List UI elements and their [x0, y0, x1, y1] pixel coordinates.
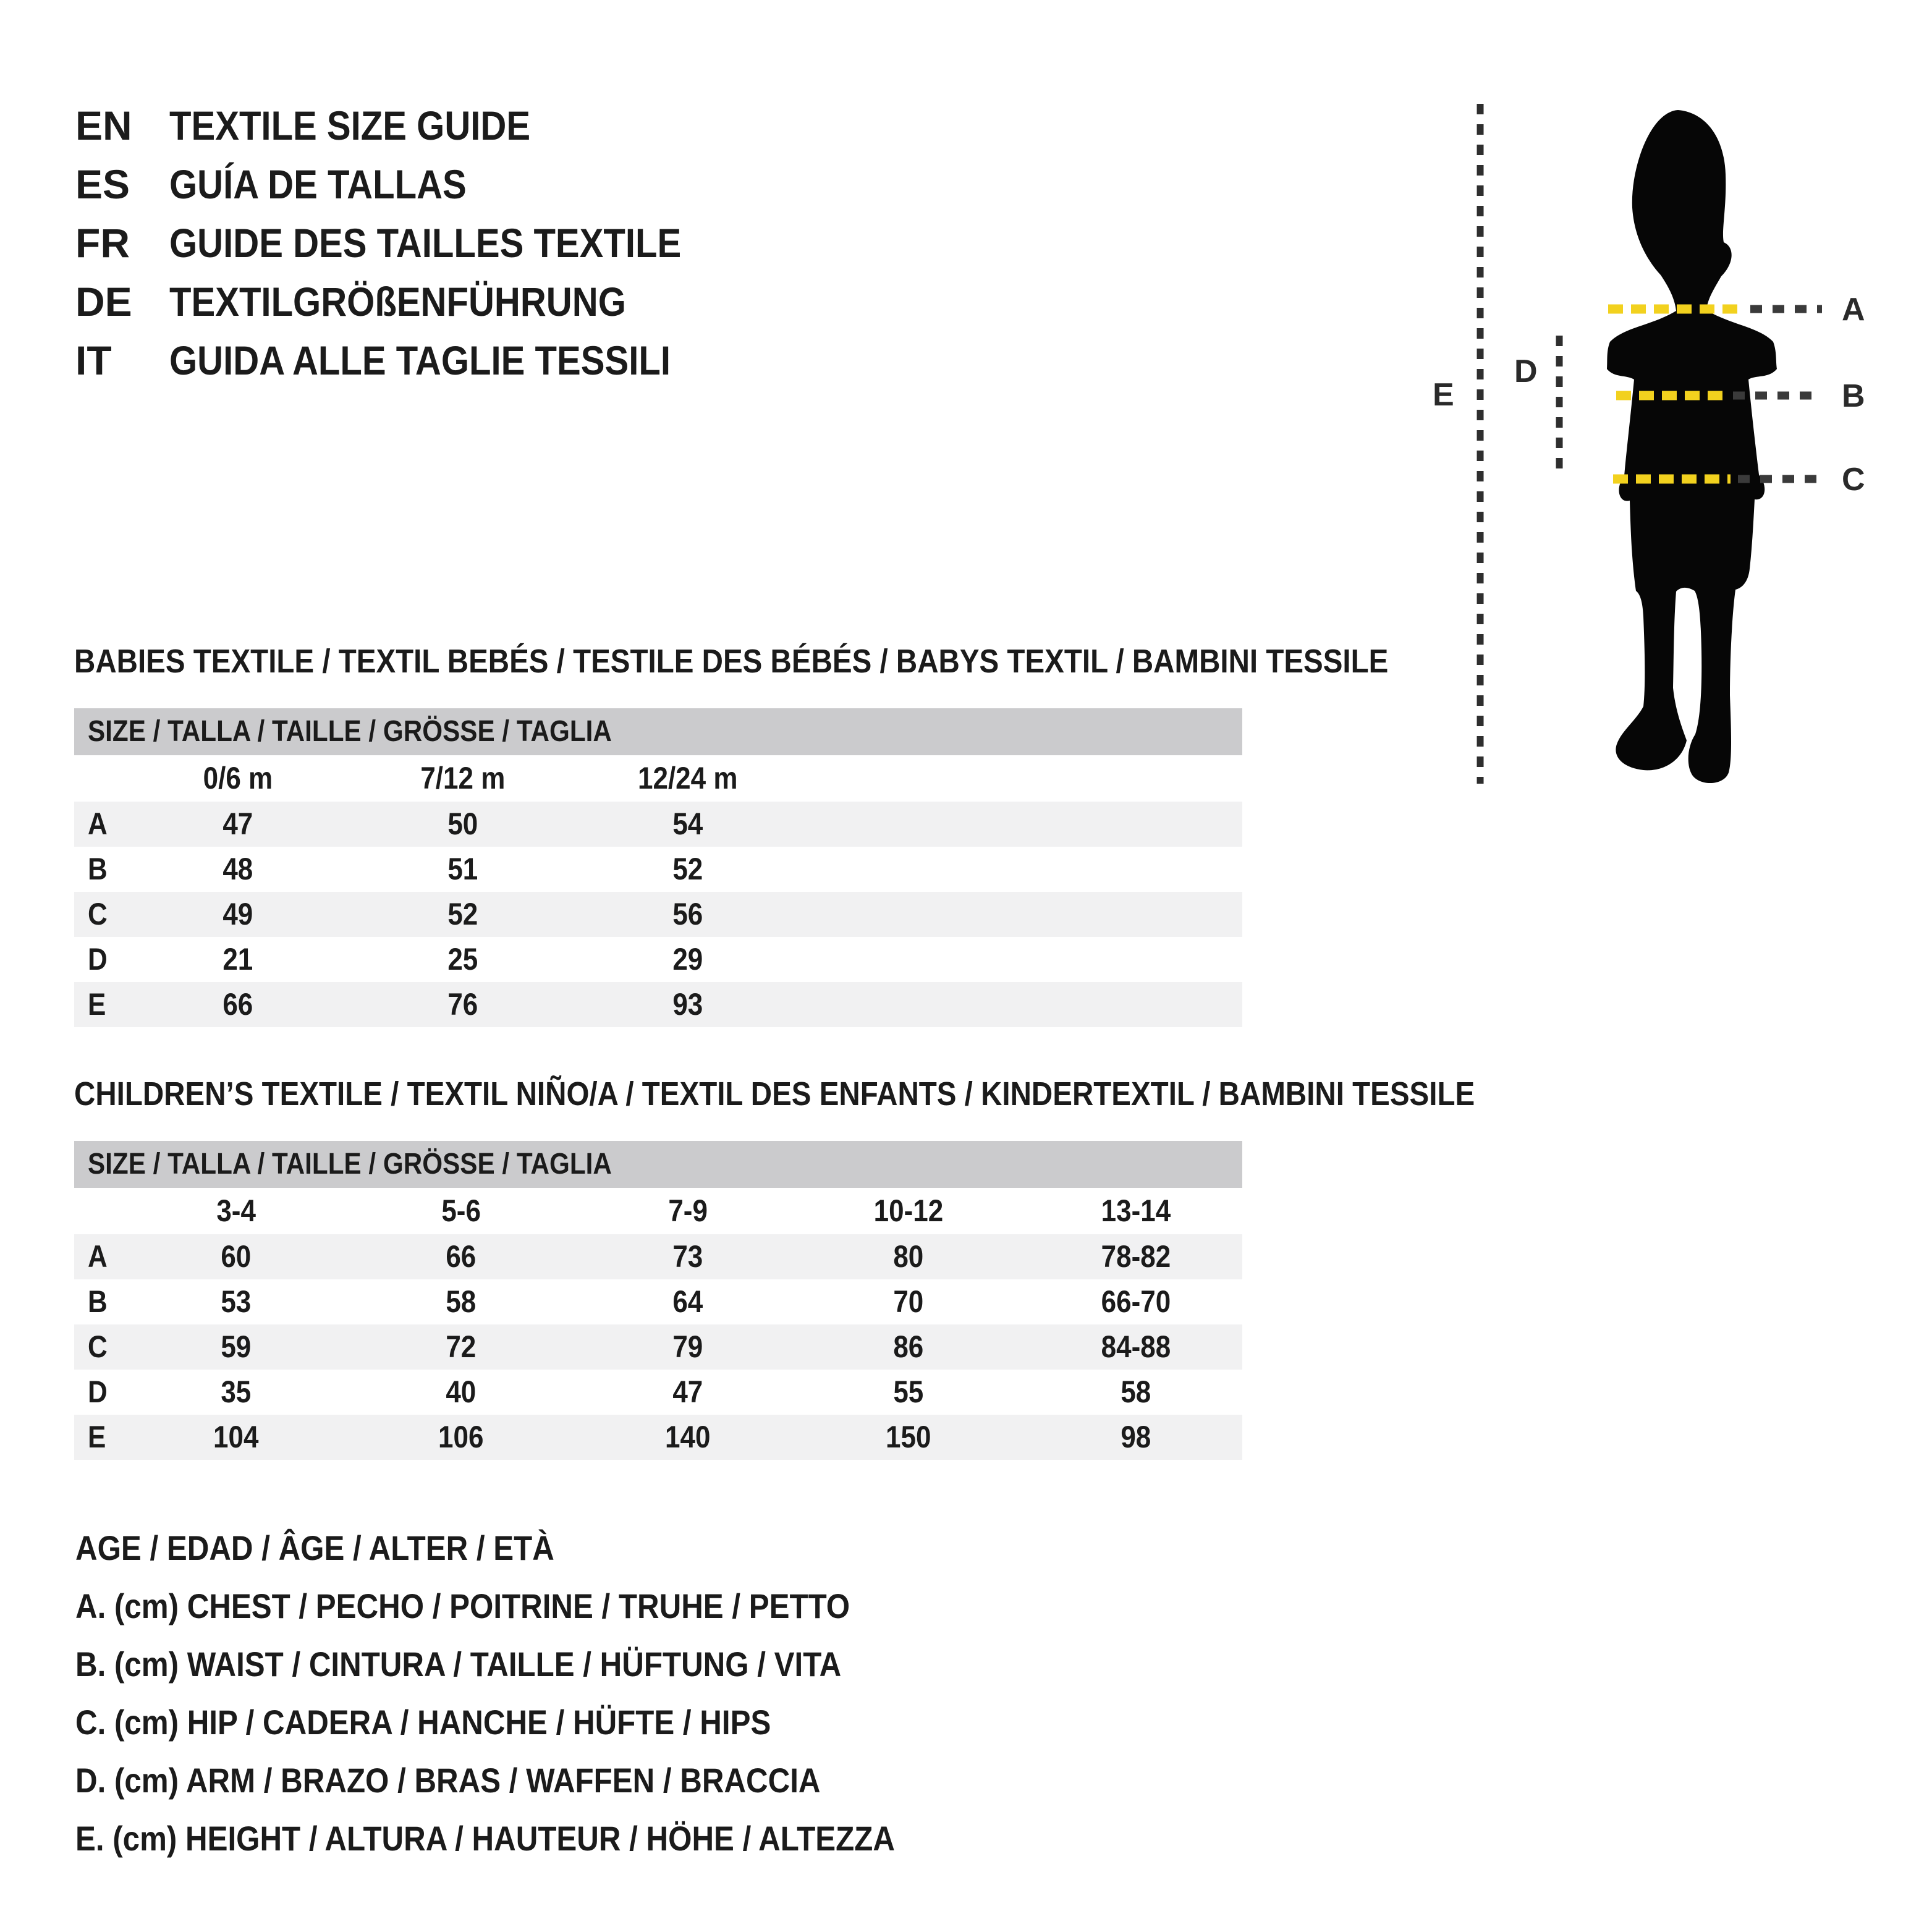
- table-row: [74, 1415, 1242, 1460]
- children-col-2: 7-9: [668, 1193, 708, 1228]
- table-cell: 64: [672, 1284, 703, 1319]
- table-cell: 35: [221, 1375, 252, 1409]
- children-column-header-row: [74, 1188, 1242, 1234]
- table-cell: 51: [447, 852, 478, 886]
- table-cell: 50: [447, 807, 478, 841]
- row-label: B: [88, 1284, 108, 1319]
- lang-label-it: GUIDA ALLE TAGLIE TESSILI: [169, 337, 671, 383]
- figure-label-c: C: [1842, 462, 1865, 498]
- row-label: C: [88, 1329, 108, 1364]
- table-cell: 47: [672, 1375, 703, 1409]
- children-table-header-text: SIZE / TALLA / TAILLE / GRÖSSE / TAGLIA: [88, 1148, 612, 1180]
- table-cell: 58: [1121, 1375, 1151, 1409]
- table-cell: 76: [447, 987, 478, 1022]
- children-col-3: 10-12: [873, 1193, 944, 1228]
- table-cell: 73: [672, 1239, 703, 1274]
- babies-table-header: [74, 708, 1242, 755]
- table-cell: 150: [886, 1420, 931, 1454]
- table-cell: 56: [672, 897, 703, 931]
- children-section-title: [74, 1075, 1666, 1112]
- lang-code-en: EN: [75, 103, 132, 148]
- children-col-4: 13-14: [1101, 1193, 1171, 1228]
- row-label: E: [88, 987, 106, 1022]
- table-row: [74, 847, 1242, 892]
- babies-section-title-text: BABIES TEXTILE / TEXTIL BEBÉS / TESTILE DES BÉBÉS / BABYS TEXTIL / BAMBINI TESSILE: [74, 643, 1389, 680]
- table-cell: 66-70: [1101, 1284, 1171, 1319]
- measurement-figure: [1409, 93, 1910, 791]
- row-label: D: [88, 1375, 108, 1409]
- table-cell: 55: [893, 1375, 924, 1409]
- lang-label-fr: GUIDE DES TAILLES TEXTILE: [169, 220, 682, 266]
- row-label: B: [88, 852, 108, 886]
- table-cell: 60: [221, 1239, 252, 1274]
- babies-section-title: [74, 643, 1567, 680]
- lang-row-fr: [75, 214, 751, 273]
- babies-size-table: [74, 708, 1242, 1027]
- lang-code-de: DE: [75, 279, 132, 324]
- measurement-legend: [75, 1519, 1007, 1868]
- legend-line-waist: B. (cm) WAIST / CINTURA / TAILLE / HÜFTUNG / VITA: [75, 1645, 842, 1684]
- table-cell: 98: [1121, 1420, 1151, 1454]
- children-section-title-text: CHILDREN’S TEXTILE / TEXTIL NIÑO/A / TEXTIL DES ENFANTS / KINDERTEXTIL / BAMBINI TESSILE: [74, 1075, 1475, 1112]
- table-cell: 53: [221, 1284, 252, 1319]
- legend-line-arm: D. (cm) ARM / BRAZO / BRAS / WAFFEN / BRACCIA: [75, 1761, 821, 1800]
- children-col-0: 3-4: [216, 1193, 256, 1228]
- table-cell: 40: [446, 1375, 477, 1409]
- lang-row-es: [75, 155, 751, 214]
- babies-col-1: 7/12 m: [420, 761, 506, 795]
- row-label: D: [88, 942, 108, 977]
- lang-code-es: ES: [75, 161, 130, 207]
- table-cell: 47: [222, 807, 253, 841]
- figure-label-d: D: [1514, 354, 1538, 389]
- table-cell: 66: [222, 987, 253, 1022]
- table-cell: 70: [893, 1284, 924, 1319]
- babies-col-0: 0/6 m: [203, 761, 273, 795]
- table-cell: 54: [672, 807, 703, 841]
- table-cell: 78-82: [1101, 1239, 1171, 1274]
- table-row: [74, 892, 1242, 937]
- legend-line-height: E. (cm) HEIGHT / ALTURA / HAUTEUR / HÖHE / ALTEZZA: [75, 1819, 895, 1858]
- lang-row-de: [75, 273, 751, 331]
- table-cell: 52: [447, 897, 478, 931]
- table-cell: 84-88: [1101, 1329, 1171, 1364]
- lang-label-en: TEXTILE SIZE GUIDE: [169, 103, 531, 148]
- lang-label-es: GUÍA DE TALLAS: [169, 161, 467, 207]
- children-col-1: 5-6: [441, 1193, 481, 1228]
- lang-code-fr: FR: [75, 220, 130, 266]
- table-cell: 48: [222, 852, 253, 886]
- table-cell: 49: [222, 897, 253, 931]
- table-row: [74, 802, 1242, 847]
- table-cell: 21: [222, 942, 253, 977]
- row-label: A: [88, 807, 108, 841]
- child-silhouette: [1607, 110, 1777, 783]
- figure-label-e: E: [1433, 377, 1454, 413]
- table-cell: 72: [446, 1329, 477, 1364]
- table-row: [74, 937, 1242, 982]
- table-cell: 104: [213, 1420, 259, 1454]
- lang-row-en: [75, 96, 751, 155]
- table-cell: 80: [893, 1239, 924, 1274]
- babies-table-header-text: SIZE / TALLA / TAILLE / GRÖSSE / TAGLIA: [88, 715, 612, 748]
- table-cell: 93: [672, 987, 703, 1022]
- figure-label-a: A: [1842, 292, 1865, 328]
- children-table-header: [74, 1141, 1242, 1188]
- table-cell: 59: [221, 1329, 252, 1364]
- table-row: [74, 982, 1242, 1027]
- table-row: [74, 1370, 1242, 1415]
- legend-line-chest: A. (cm) CHEST / PECHO / POITRINE / TRUHE / PETTO: [75, 1587, 850, 1625]
- figure-label-b: B: [1842, 378, 1865, 414]
- table-cell: 25: [447, 942, 478, 977]
- row-label: A: [88, 1239, 108, 1274]
- table-row: [74, 1279, 1242, 1324]
- table-cell: 79: [672, 1329, 703, 1364]
- measurement-figure-svg: [1409, 93, 1910, 791]
- lang-label-de: TEXTILGRÖßENFÜHRUNG: [169, 279, 626, 324]
- language-title-block: [75, 96, 751, 390]
- table-cell: 140: [665, 1420, 711, 1454]
- babies-column-header-row: [74, 755, 1242, 802]
- lang-row-it: [75, 331, 751, 390]
- table-cell: 58: [446, 1284, 477, 1319]
- lang-code-it: IT: [75, 337, 112, 383]
- legend-line-hip: C. (cm) HIP / CADERA / HANCHE / HÜFTE / HIPS: [75, 1703, 771, 1742]
- legend-line-age: AGE / EDAD / ÂGE / ALTER / ETÀ: [75, 1528, 554, 1567]
- row-label: C: [88, 897, 108, 931]
- table-row: [74, 1234, 1242, 1279]
- table-cell: 106: [438, 1420, 484, 1454]
- row-label: E: [88, 1420, 106, 1454]
- table-cell: 29: [672, 942, 703, 977]
- children-size-table: [74, 1141, 1242, 1460]
- table-cell: 86: [893, 1329, 924, 1364]
- babies-col-2: 12/24 m: [638, 761, 738, 795]
- table-cell: 66: [446, 1239, 477, 1274]
- table-row: [74, 1324, 1242, 1370]
- table-cell: 52: [672, 852, 703, 886]
